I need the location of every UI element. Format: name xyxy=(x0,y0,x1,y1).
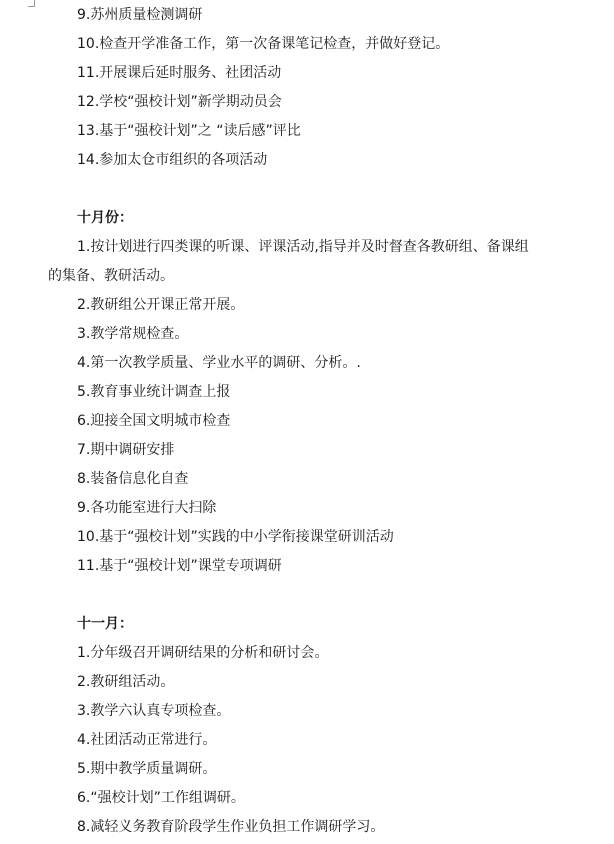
list-item: 4.第一次教学质量、学业水平的调研、分析。. xyxy=(77,355,361,371)
list-item: 6.“强校计划”工作组调研。 xyxy=(77,790,245,806)
list-item: 11.基于“强校计划”课堂专项调研 xyxy=(77,558,282,574)
list-item: 6.迎接全国文明城市检查 xyxy=(77,413,231,429)
list-item: 8.减轻义务教育阶段学生作业负担工作调研学习。 xyxy=(77,819,385,835)
list-item: 5.期中教学质量调研。 xyxy=(77,761,217,777)
list-item: 8.装备信息化自查 xyxy=(77,471,189,487)
list-item: 10.检查开学准备工作，第一次备课笔记检查，并做好登记。 xyxy=(77,36,450,52)
list-item: 7.期中调研安排 xyxy=(77,442,175,458)
list-item: 10.基于“强校计划”实践的中小学衔接课堂研训活动 xyxy=(77,529,394,545)
page-corner-mark xyxy=(28,0,35,7)
list-item: 4.社团活动正常进行。 xyxy=(77,732,217,748)
section-heading-october: 十月份： xyxy=(77,210,133,226)
list-item: 9.各功能室进行大扫除 xyxy=(77,500,217,516)
list-item: 2.教研组活动。 xyxy=(77,674,175,690)
list-item: 2.教研组公开课正常开展。 xyxy=(77,297,245,313)
list-item: 14.参加太仓市组织的各项活动 xyxy=(77,152,268,168)
list-item: 3.教学六认真专项检查。 xyxy=(77,703,231,719)
list-item: 3.教学常规检查。 xyxy=(77,326,189,342)
list-item: 1.按计划进行四类课的听课、评课活动,指导并及时督查各教研组、备课组 xyxy=(77,239,529,255)
list-item: 1.分年级召开调研结果的分析和研讨会。 xyxy=(77,645,329,661)
section-heading-november: 十一月： xyxy=(77,616,133,632)
list-item: 13.基于“强校计划”之 “读后感”评比 xyxy=(77,123,301,139)
list-item: 12.学校“强校计划”新学期动员会 xyxy=(77,94,282,110)
list-item: 11.开展课后延时服务、社团活动 xyxy=(77,65,282,81)
list-item: 5.教育事业统计调查上报 xyxy=(77,384,231,400)
list-item-continuation: 的集备、教研活动。 xyxy=(48,268,174,284)
list-item: 9.苏州质量检测调研 xyxy=(77,7,203,23)
